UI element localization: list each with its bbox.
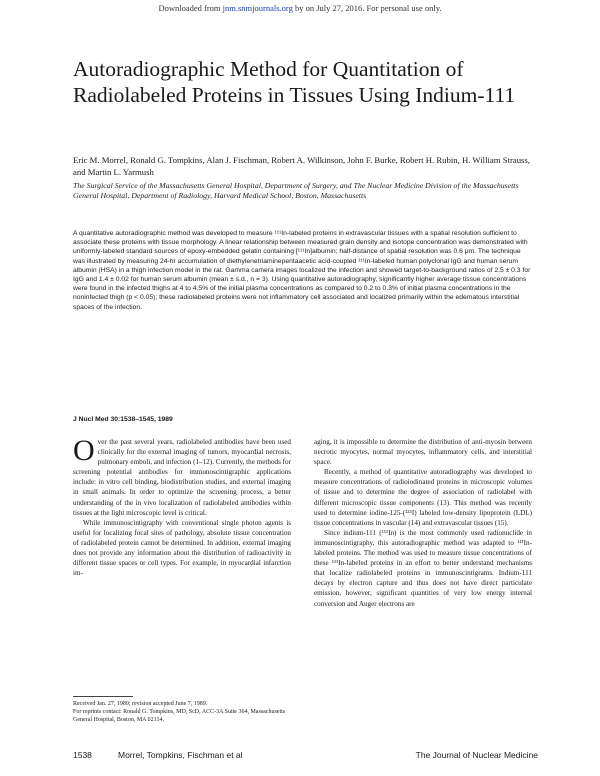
banner-suffix: by on July 27, 2016. For personal use only.: [292, 3, 442, 13]
footnote: [73, 700, 291, 724]
page-number: 1538: [73, 750, 92, 760]
right-column: [314, 437, 532, 609]
intro-paragraph-2: While immunoscintigraphy with conventional single photon agents is useful for localizing focal sites of pathology, absolute tissue concentration of radiolabeled protein cannot be determined. In addition, external imaging does not provide any information about the distribution of radioactivity in different tissue spaces or cell types. For example, in myocardial infarction im-: [73, 518, 291, 578]
journal-citation: J Nucl Med 30:1538–1545, 1989: [73, 416, 173, 423]
reprints-contact: For reprints contact: Ronald G. Tompkins, MD, ScD, ACC-3A Suite 364, Massachusetts General Hospital, Boston, MA 02114.: [73, 709, 286, 723]
drop-cap: O: [73, 434, 95, 467]
received-date: Received Jan. 27, 1989; revision accepted June 7, 1989.: [73, 701, 208, 707]
page-footer: [73, 750, 538, 762]
article-title: Autoradiographic Method for Quantitation of Radiolabeled Proteins in Tissues Using Indium-111: [73, 57, 516, 107]
author-list: Eric M. Morrel, Ronald G. Tompkins, Alan J. Fischman, Robert A. Wilkinson, John F. Burke, Robert H. Rubin, H. William Strauss, and Martin L. Yarmush: [73, 155, 530, 177]
footnote-divider: [73, 696, 133, 697]
journal-name: The Journal of Nuclear Medicine: [415, 750, 538, 760]
left-column: [73, 434, 291, 578]
body-paragraph-2: Recently, a method of quantitative autoradiography was developed to measure concentrations of radioiodinated proteins in microscopic volumes of tissue and to determine the degree of association of radiolabel with different microscopic tissue components (13). This method was recently used to determine iodine-125-(¹²⁵I) labeled low-density lipoprotein (LDL) tissue concentrations in vascular (14) and extravascular tissues (15).: [314, 468, 532, 527]
intro-paragraph-1: [73, 434, 291, 518]
running-authors: Morrel, Tompkins, Fischman et al: [118, 750, 243, 760]
journal-site-link[interactable]: jnm.snmjournals.org: [222, 3, 293, 13]
download-banner: [0, 3, 600, 13]
body-paragraph-3: Since indium-111 (¹¹¹In) is the most commonly used radionuclide in immunoscintigraphy, this autoradiographic method was adapted to ¹¹¹In-labeled proteins. The method was used to measure tissue concentrations of these ¹¹¹In-labeled proteins in an effort to better understand mechanisms that localize radiolabeled proteins in immunoscintigrams. Indium-111 decays by electron capture and thus does not have direct particulate emission, however, significant quantities of very low energy internal conversion and Auger electrons are: [314, 528, 532, 608]
banner-prefix: Downloaded from: [158, 3, 223, 13]
body-paragraph-1: aging, it is impossible to determine the distribution of anti-myosin between necrotic myocytes, normal myocytes, inflammatory cells, and interstitial space.: [314, 438, 532, 467]
affiliation: The Surgical Service of the Massachusetts General Hospital, Department of Surgery, and The Nuclear Medicine Division of the Massachusetts General Hospital, Department of Radiology, Harvard Medical School, Boston, Massachusetts: [73, 181, 519, 200]
abstract: A quantitative autoradiographic method was developed to measure ¹¹¹In-labeled proteins in extravascular tissues with a spatial resolution sufficient to associate these proteins with tissue morphology. A linear relationship between measured grain density and isotope concentration was demonstrated with uniformly-labeled standard sources of epoxy-embedded gelatin containing [¹¹¹In]albumin; half-distance of spatial resolution was 0.6 μm. The technique was illustrated by measuring 24-hr accumulation of diethylenetriaminepentaacetic acid-coupled ¹¹¹In-labeled human polyclonal IgG and human serum albumin (HSA) in a thigh infection model in the rat. Gamma camera images localized the infection and showed target-to-background ratios of 2.5 ± 0.3 for IgG and 1.4 ± 0.02 for human serum albumin (mean ± s.d., n = 3). Using quantitative autoradiography, significantly higher average tissue concentrations were found in the infected thighs at 4 to 4.5% of the initial plasma concentrations as compared to 0.2 to 0.3% of initial plasma concentrations in the noninfected thigh (p < 0.05); these radiolabeled proteins were not inflammatory cell associated and localized primarily within the edematous interstitial spaces of the infection.: [73, 230, 531, 311]
intro-paragraph-1-text: ver the past several years, radiolabeled antibodies have been used clinically for the external imaging of tumors, myocardial necrosis, pulmonary emboli, and infection (1–12). Currently, the methods for screening potential antibodies for immunoscintigraphic applications include: in vitro cell binding, biodistribution studies, and external imaging in small animals. In order to optimize the screening process, a better understanding of the in vivo localization of radiolabeled antibodies within tissues at the light microscopic level is critical.: [73, 438, 291, 517]
